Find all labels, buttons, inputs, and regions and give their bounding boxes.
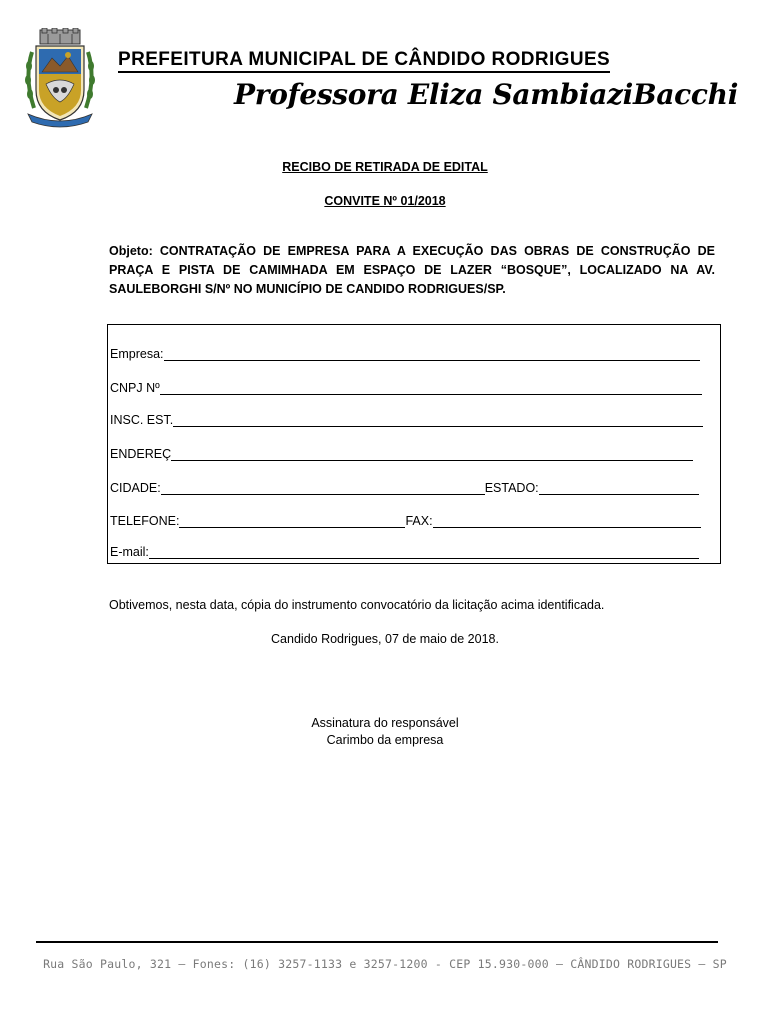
school-name: Professora Eliza SambiaziBacchi bbox=[234, 78, 739, 111]
cidade-row bbox=[110, 481, 699, 495]
empresa-row bbox=[110, 347, 700, 361]
insc-field[interactable] bbox=[173, 414, 703, 427]
telefone-row bbox=[110, 514, 701, 528]
telefone-field[interactable] bbox=[179, 515, 405, 528]
municipality-title: PREFEITURA MUNICIPAL DE CÂNDIDO RODRIGUES bbox=[118, 49, 718, 71]
fax-label: FAX: bbox=[405, 514, 433, 528]
date-line: Candido Rodrigues, 07 de maio de 2018. bbox=[271, 632, 499, 646]
convite-number: CONVITE Nº 01/2018 bbox=[324, 194, 446, 208]
municipal-coat-of-arms-icon bbox=[22, 28, 98, 128]
empresa-field[interactable] bbox=[164, 348, 700, 361]
statement-text: Obtivemos, nesta data, cópia do instrumento convocatório da licitação acima identificada. bbox=[109, 598, 605, 612]
email-row bbox=[110, 545, 699, 559]
endereco-field[interactable] bbox=[171, 448, 693, 461]
document-heading: RECIBO DE RETIRADA DE EDITAL bbox=[282, 160, 488, 174]
footer-divider bbox=[36, 941, 718, 943]
insc-label: INSC. EST. bbox=[110, 413, 174, 427]
cidade-label: CIDADE: bbox=[110, 481, 161, 495]
objeto-paragraph: Objeto: CONTRATAÇÃO DE EMPRESA PARA A EXECUÇÃO DAS OBRAS DE CONSTRUÇÃO DE PRAÇA E PISTA DE CAMIMHADA EM ESPAÇO DE LAZER “BOSQUE”, LOCALIZADO NA AV. SAULEBORGHI S/Nº NO MUNICÍPIO DE CANDIDO RODRIGUES/SP. bbox=[109, 244, 715, 296]
empresa-label: Empresa: bbox=[110, 347, 164, 361]
endereco-row bbox=[110, 447, 693, 461]
estado-label: ESTADO: bbox=[484, 481, 539, 495]
insc-row bbox=[110, 413, 703, 427]
estado-field[interactable] bbox=[539, 482, 699, 495]
telefone-label: TELEFONE: bbox=[110, 514, 180, 528]
company-stamp-label: Carimbo da empresa bbox=[326, 733, 444, 747]
signature-label: Assinatura do responsável bbox=[311, 716, 459, 730]
cidade-field[interactable] bbox=[161, 482, 485, 495]
email-field[interactable] bbox=[149, 546, 699, 559]
endereco-label: ENDEREÇ bbox=[110, 447, 172, 461]
company-form bbox=[107, 324, 721, 564]
fax-field[interactable] bbox=[433, 515, 701, 528]
footer-address: Rua São Paulo, 321 – Fones: (16) 3257-1133 e 3257-1200 - CEP 15.930-000 – CÂNDIDO RODRIGUES – SP bbox=[43, 957, 727, 971]
cnpj-label: CNPJ Nº bbox=[110, 381, 160, 395]
cnpj-row bbox=[110, 381, 702, 395]
cnpj-field[interactable] bbox=[160, 382, 702, 395]
email-label: E-mail: bbox=[110, 545, 149, 559]
